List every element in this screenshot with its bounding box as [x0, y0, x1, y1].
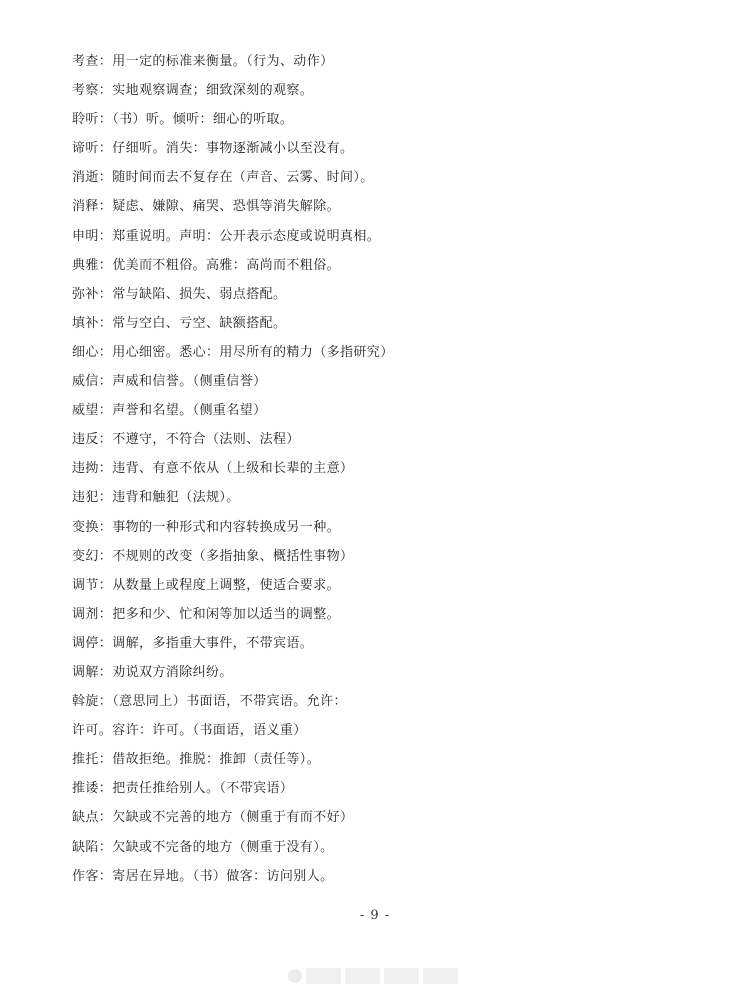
vocabulary-line: 考察：实地观察调查；细致深刻的观察。 — [72, 83, 314, 99]
vocabulary-line: 考查：用一定的标准来衡量。（行为、动作） — [72, 54, 334, 69]
vocabulary-line: 谛听：仔细听。消失：事物逐渐减小以至没有。 — [72, 141, 354, 157]
watermark-logo-icon — [288, 969, 302, 983]
vocabulary-line: 调剂：把多和少、忙和闲等加以适当的调整。 — [72, 606, 341, 622]
vocabulary-line: 推诿：把责任推给别人。（不带宾语） — [72, 781, 294, 797]
watermark-block — [345, 968, 380, 984]
vocabulary-line: 弥补：常与缺陷、损失、弱点搭配。 — [72, 286, 287, 302]
vocabulary-list — [72, 47, 712, 891]
vocabulary-line: 威望：声誉和名望。（侧重名望） — [72, 403, 267, 419]
vocabulary-line: 调停：调解，多指重大事件，不带宾语。 — [72, 635, 314, 651]
vocabulary-line: 违反：不遵守，不符合（法则、法程） — [72, 432, 300, 448]
vocabulary-line: 填补：常与空白、亏空、缺额搭配。 — [72, 315, 287, 331]
vocabulary-line: 调解：劝说双方消除纠纷。 — [72, 664, 233, 680]
vocabulary-line: 斡旋：（意思同上）书面语，不带宾语。允许： — [72, 694, 347, 710]
vocabulary-line: 细心：用心细密。悉心：用尽所有的精力（多指研究） — [72, 344, 394, 360]
vocabulary-line: 调节：从数量上或程度上调整，使适合要求。 — [72, 577, 341, 593]
vocabulary-line: 违拗：违背、有意不依从（上级和长辈的主意） — [72, 461, 354, 477]
vocabulary-line: 变幻：不规则的改变（多指抽象、概括性事物） — [72, 548, 354, 564]
vocabulary-line: 典雅：优美而不粗俗。高雅：高尚而不粗俗。 — [72, 257, 341, 273]
watermark-block — [423, 968, 458, 984]
page-number: - 9 - — [359, 908, 391, 923]
vocabulary-line: 申明：郑重说明。声明：公开表示态度或说明真相。 — [72, 228, 381, 244]
watermark-block — [384, 968, 419, 984]
vocabulary-line: 缺点：欠缺或不完善的地方（侧重于有而不好） — [72, 810, 354, 826]
vocabulary-line: 作客：寄居在异地。（书）做客：访问别人。 — [72, 868, 334, 884]
vocabulary-line: 消逝：随时间而去不复存在（声音、云雾、时间）。 — [72, 170, 374, 186]
vocabulary-line: 威信：声威和信誉。（侧重信誉） — [72, 374, 267, 390]
vocabulary-line: 推托：借故拒绝。推脱：推卸（责任等）。 — [72, 752, 321, 768]
vocabulary-line: 消释：疑虑、嫌隙、痛哭、恐惧等消失解除。 — [72, 199, 341, 215]
blurred-watermark — [288, 968, 458, 984]
vocabulary-line: 许可。容许：许可。（书面语，语义重） — [72, 723, 307, 739]
watermark-block — [306, 968, 341, 984]
vocabulary-line: 变换：事物的一种形式和内容转换成另一种。 — [72, 519, 341, 535]
vocabulary-line: 缺陷：欠缺或不完备的地方（侧重于没有）。 — [72, 839, 334, 855]
vocabulary-line: 违犯：违背和触犯（法规）。 — [72, 490, 240, 506]
vocabulary-line: 聆听：（书）听。倾听：细心的听取。 — [72, 112, 294, 128]
